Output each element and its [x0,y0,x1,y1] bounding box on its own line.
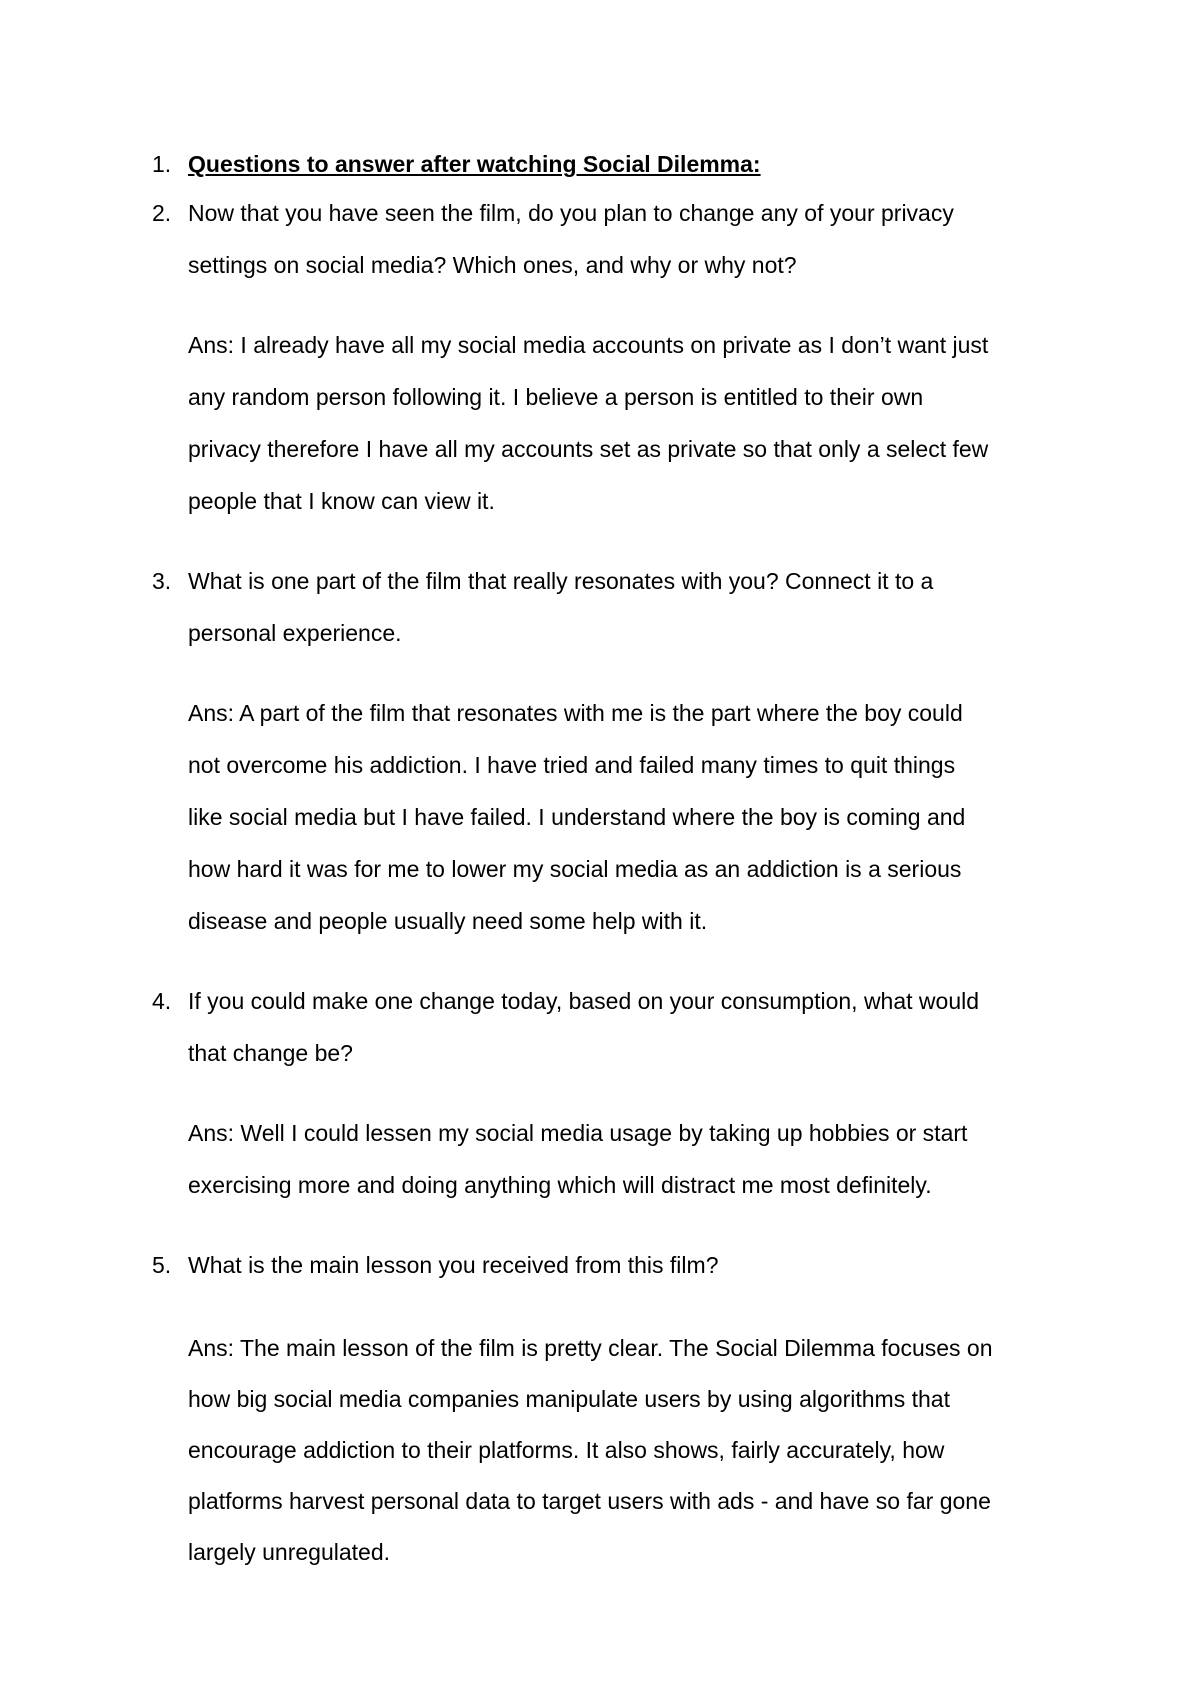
answer-5-line-4: platforms harvest personal data to target users with ads - and have so far gone [188,1488,991,1514]
answer-5-line-3: encourage addiction to their platforms. It also shows, fairly accurately, how [188,1437,945,1463]
question-3-line-2: personal experience. [188,620,402,646]
answer-4-line-2: exercising more and doing anything which will distract me most definitely. [188,1172,932,1198]
answer-2-line-3: privacy therefore I have all my accounts set as private so that only a select few [188,436,989,462]
document-heading: Questions to answer after watching Social Dilemma: [188,151,761,177]
answer-2-line-4: people that I know can view it. [188,488,495,514]
answer-5-line-2: how big social media companies manipulate users by using algorithms that [188,1386,950,1412]
answer-5-line-5: largely unregulated. [188,1539,391,1565]
list-number-1: 1. [152,151,172,177]
list-number-2: 2. [152,200,172,226]
question-5-line-1: What is the main lesson you received from this film? [188,1252,719,1278]
answer-3-line-3: like social media but I have failed. I understand where the boy is coming and [188,804,966,830]
answer-3-line-5: disease and people usually need some help with it. [188,908,708,934]
answer-3-line-2: not overcome his addiction. I have tried and failed many times to quit things [188,752,956,778]
question-4-line-2: that change be? [188,1040,353,1066]
answer-3-line-4: how hard it was for me to lower my social media as an addiction is a serious [188,856,962,882]
list-number-3: 3. [152,568,172,594]
question-2-line-1: Now that you have seen the film, do you plan to change any of your privacy [188,200,954,226]
answer-3-line-1: Ans: A part of the film that resonates with me is the part where the boy could [188,700,963,726]
question-3-line-1: What is one part of the film that really resonates with you? Connect it to a [188,568,934,594]
list-number-5: 5. [152,1252,172,1278]
question-2-line-2: settings on social media? Which ones, and why or why not? [188,252,797,278]
answer-2-line-1: Ans: I already have all my social media accounts on private as I don’t want just [188,332,989,358]
answer-5-line-1: Ans: The main lesson of the film is pretty clear. The Social Dilemma focuses on [188,1335,993,1361]
question-4-line-1: If you could make one change today, based on your consumption, what would [188,988,980,1014]
answer-2-line-2: any random person following it. I believe a person is entitled to their own [188,384,924,410]
list-number-4: 4. [152,988,172,1014]
answer-4-line-1: Ans: Well I could lessen my social media usage by taking up hobbies or start [188,1120,968,1146]
